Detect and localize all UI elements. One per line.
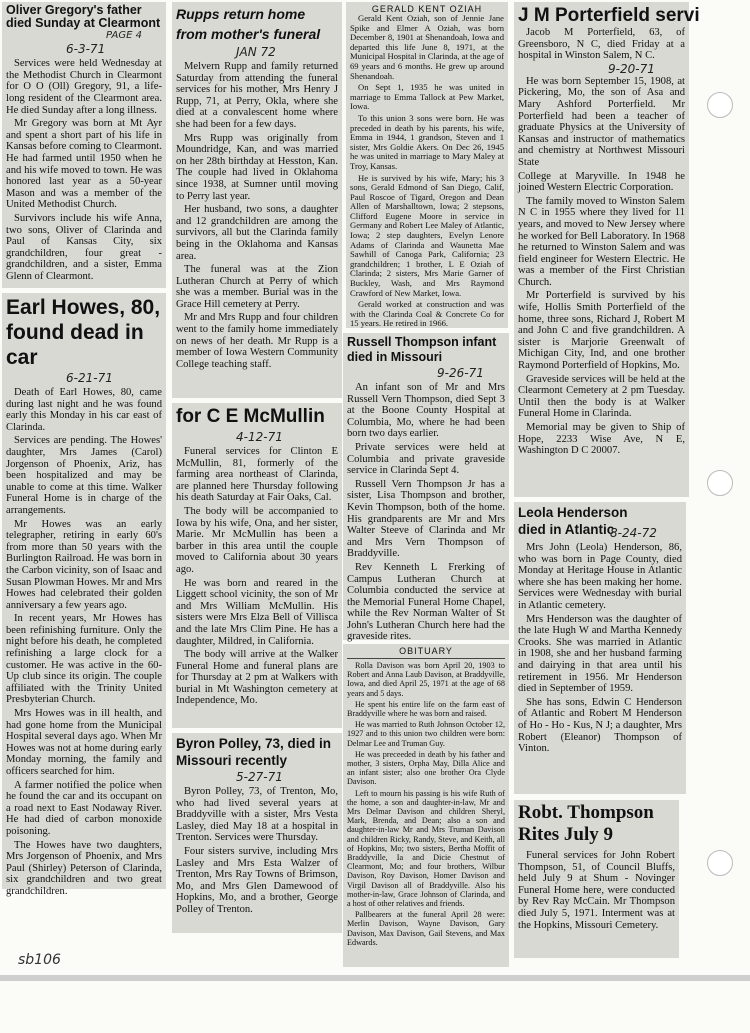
clipping-mcmullin xyxy=(172,403,342,728)
headline: Oliver Gregory's father died Sunday at Clearmont xyxy=(6,3,161,31)
paragraph: On Sept 1, 1935 he was united in marriage to Emma Tallock at Pew Market, Iowa. xyxy=(350,82,504,112)
paragraph: Left to mourn his passing is his wife Ruth of the home, a son and daughter-in-law, Mr and Mrs Delmar Davison and children Sheryl, Mark, Brenda, and Dean; also a son and daughter-in-law Mr and Mrs Truman Davison and children Ricky, Randy, Steve, and Keith, all of Hopkins, Mo; two sisters, Bertha Moffit of Braddyville, Ia and Dicie Chestnut of Clearmont, Mo; and four brothers, Wilbur Davison, Roy Davison, Homer Davison and Virgil Davison all of Braddyville. Also his mother-in-law, Grace Johnson of Clarinda, and a host of other relatives and friends. xyxy=(347,788,505,909)
paragraph: Melvern Rupp and family returned Saturday from attending the funeral services for his mother, Mrs Henry J Rupp, 71, at Perry, Okla, where she died at a convalescent home where she had been for a few days. xyxy=(176,61,338,130)
headline: Russell Thompson infant died in Missouri xyxy=(347,335,497,364)
headline: Rupps return home from mother's funeral xyxy=(176,6,321,42)
paragraph: Private services were held at Columbia and private graveside service in Clarinda Sept 4. xyxy=(347,441,505,477)
paragraph: Rolla Davison was born April 20, 1903 to Robert and Anna Laub Davison, at Braddyville, Iowa, and died April 25, 1971 at the age of 68 years and 5 days. xyxy=(347,661,505,698)
headline: J M Porterfield servi xyxy=(518,5,700,26)
paragraph: To this union 3 sons were born. He was preceded in death by his parents, his wife, Emma in 1944, 1 grandson, Steven and 1 sister, Mrs Goldie Akers. On Dec 26, 1945 he was united in marriage to Mary Maley at Troy, Kansas. xyxy=(350,112,504,171)
binder-hole xyxy=(707,92,733,118)
paragraph: Gerald Kent Oziah, son of Jennie Jane Spike and Elmer A Oziah, was born December 8, 1901 at Shenandoah, Iowa and departed this life June 8, 1971, at the Municipal Hospital in Clarinda, at the age of 69 years and 6 months. He grew up around Shenandoah. xyxy=(350,13,504,81)
paragraph: Mrs Henderson was the daughter of the late Hugh W and Martha Kennedy Crooks. She was married in Atlantic in 1908, she and her husband farming and dairying in that area until his retirement in 1956. Mr Henderson died in September of 1959. xyxy=(518,613,682,695)
clipping-rupp xyxy=(172,2,342,398)
clipping-russell-thompson xyxy=(343,333,509,643)
paragraph: A farmer notified the police when he found the car and its occupant on a road next to East Nodaway River. He had died of carbon monoxide poisoning. xyxy=(6,779,162,837)
binder-hole xyxy=(707,470,733,496)
handwritten-date: 5-27-71 xyxy=(236,770,283,784)
clipping-gerald-oziah xyxy=(346,2,508,328)
headline: Robt. Thompson Rites July 9 xyxy=(518,802,654,845)
clipping-leola-henderson xyxy=(514,502,686,794)
paragraph: Russell Vern Thompson Jr has a sister, Lisa Thompson and brother, Kevin Thompson, both of the home. His grandparents are Mr and Mrs Walter Steeve of Clarinda and Mr and Mrs Vern Thompson of Braddyville. xyxy=(347,478,505,560)
headline: Earl Howes, 80, found dead in car xyxy=(6,296,161,369)
paragraph: The funeral was at the Zion Lutheran Church at Perry of which she was a member. Burial was in the Grace Hill cemetery at Perry. xyxy=(176,264,338,310)
paragraph: Funeral services for Clinton E McMullin, 81, formerly of the farming area northeast of Clarinda, are planned here Thursday following his death Saturday at Fair Oaks, Cal. xyxy=(176,446,338,504)
paragraph: He was born and reared in the Liggett school vicinity, the son of Mr and Mrs William McMullin. His sisters were Mrs Elza Bell of Villisca and the late Mrs Clim Pine. He has a daughter, Mildred, in California. xyxy=(176,577,338,647)
paragraph: Gerald worked at construction and was with the Clarinda Coal & Concrete Co for 15 years. He retired in 1966. xyxy=(350,299,504,329)
paragraph: He is survived by his wife, Mary; his 3 sons, Gerald Edmond of San Diego, Calif, Paul Roscoe of Tigard, Oregon and Dean Allen of Marshalltown, Iowa; 2 stepsons, Clifford Eugene Moore in service in Germany and Robert Lee Maley of Atlantic, Iowa; 2 step daughters, Evelyn Lenore Adams of Clarinda and Waunetta Mae Sawhill of Canoga Park, California; 23 grandchildren; 1 brother, L E Oziah of Clarinda; 2 sisters, Mrs Marie Garner of Buckley, Wash, and Mrs Raymond Crawford of New Market, Iowa. xyxy=(350,172,504,298)
divider xyxy=(347,658,505,659)
handwritten-date: 9-20-71 xyxy=(608,61,655,76)
paragraph: Byron Polley, 73, of Trenton, Mo, who had lived several years at Braddyville with a sister, Mrs Vesta Lasley, died May 18 at a hospital in Trenton. Services were Thursday. xyxy=(176,786,338,844)
clipping-jm-porterfield xyxy=(514,2,700,497)
handwritten-date: 6-3-71 xyxy=(66,42,106,57)
clipping-oliver-gregory xyxy=(2,2,166,288)
paragraph: Death of Earl Howes, 80, came during last night and he was found early this Monday in his car east of Clarinda. xyxy=(6,387,162,433)
paragraph: College at Maryville. In 1948 he joined Western Electric Corporation. xyxy=(518,170,685,194)
headline: Leola Henderson died in Atlantic xyxy=(518,505,628,537)
headline: for C E McMullin xyxy=(176,406,325,427)
paragraph: Graveside services will be held at the Clearmont Cemetery at 2 pm Tuesday. Until then the body is at Walker Funeral Home in Clarinda. xyxy=(518,373,685,420)
paragraph: Rev Kenneth L Frerking of Campus Lutheran Church at Columbia conducted the service at the Memorial Funeral Home Chapel, while the Rev Norman Walter of St John's Lutheran Church here had the graveside rites. xyxy=(347,561,505,643)
paragraph: Services were held Wednesday at the Methodist Church in Clearmont for O O (Oll) Gregory, 91, a life-long resident of the Clearmont area. He died Sunday after a long illness. xyxy=(6,58,162,116)
paragraph: Pallbearers at the funeral April 28 were: Merlin Davison, Wayne Davison, Gary Davison, Max Davison, Gail Stevens, and Max Edwards. xyxy=(347,910,505,947)
handwritten-date: 9-26-71 xyxy=(437,366,484,380)
headline: OBITUARY xyxy=(399,646,453,656)
paragraph: Her husband, two sons, a daughter and 12 grandchildren are among the survivors, all but the Clarinda family being in the Oklahoma and Kansas area. xyxy=(176,204,338,262)
headline: Byron Polley, 73, died in Missouri recently xyxy=(176,736,332,768)
paragraph: He was married to Ruth Johnson October 12, 1927 and to this union two children were born: Delmar Lee and Truman Guy. xyxy=(347,720,505,748)
handwritten-annotation: PAGE 4 xyxy=(106,30,142,42)
paragraph: Mrs Rupp was originally from Moundridge, Kan, and was married on her 28th birthday at Hesston, Kan. The couple had lived in Oklahoma since 1938, at Sumner until moving to Perry last year. xyxy=(176,132,338,202)
paragraph: She has sons, Edwin C Henderson of Atlantic and Robert M Henderson of Ho - Ho - Kus, N J; a daughter, Mrs Robert (Eleanor) Thompson of Vinton. xyxy=(518,696,682,755)
paragraph: The body will arrive at the Walker Funeral Home and funeral plans are for Thursday at 2 pm at Walkers with burial in Mt Washington cemetery at Independence, Mo. xyxy=(176,649,338,707)
clipping-robt-thompson xyxy=(514,800,679,958)
clipping-rolla-davison xyxy=(343,644,509,967)
paragraph: Funeral services for John Robert Thompson, 51, of Council Bluffs, held July 9 at Shum - Novinger Funeral Home here, were conducted by Rev Ray McCain. Mr Thompson died July 5, 1971. Interment was at the Hopkins, Missouri Cemetery. xyxy=(518,850,675,931)
scrapbook-number: sb106 xyxy=(18,952,61,968)
paragraph: In recent years, Mr Howes has been refinishing furniture. Only the night before his death, he completed refinishing a large clock for a customer. He was active in the 60-Up club since its origin. The couple affiliated with the Trinity United Presbyterian Church. xyxy=(6,613,162,706)
paragraph: He spent his entire life on the farm east of Braddyville where he was born and raised. xyxy=(347,699,505,719)
paragraph: Mrs John (Leola) Henderson, 86, who was born in Page County, died Monday at Heritage House in Atlantic where she has been making her home. Services were Wednesday with burial in Atlantic cemetery. xyxy=(518,542,682,611)
page-edge-shadow xyxy=(0,975,750,981)
paragraph: Mr Porterfield is survived by his wife, Hollis Smith Porterfield of the home, three sons, Richard J, Robert M and John C and five grandchildren. A sister is Marjorie Greenwalt of Michigan City, Ind, and one brother Raymond Porterfield of Hopkins, Mo. xyxy=(518,290,685,372)
binder-hole xyxy=(707,850,733,876)
paragraph: An infant son of Mr and Mrs Russell Vern Thompson, died Sept 3 at the Boone County Hospital at Columbia, Mo, where he had been born two days earlier. xyxy=(347,382,505,440)
paragraph: Mr Gregory was born at Mt Ayr and spent a short part of his life in Kansas before coming to Clearmont. He had farmed until 1950 when he and his wife moved to town. He was honored last year as a 50-year Mason and was a member of the United Methodist Church. xyxy=(6,118,162,211)
paragraph: Services are pending. The Howes' daughter, Mrs James (Carol) Jorgenson of Phoenix, Ariz, has been hospitalized and may be unable to come at this time. Walker Funeral Home is in charge of the arrangements. xyxy=(6,435,162,516)
paragraph: Four sisters survive, including Mrs Lasley and Mrs Esta Walzer of Trenton, Mrs Ray Towns of Brimson, Mo, and Mrs Glen Damewood of Hopkins, Mo, and a brother, George Polley of Trenton. xyxy=(176,845,338,915)
handwritten-date: JAN 72 xyxy=(236,45,276,59)
clipping-byron-polley xyxy=(172,733,342,933)
paragraph: Mr Howes was an early telegrapher, retiring in early 60's from more than 50 years with the Burlington Railroad. He was born in the Carbon vicinity, son of Isaac and Susan Plowman Howes. Mr and Mrs Howes had celebrated their golden anniversary a few years ago. xyxy=(6,518,162,611)
handwritten-date: 8-24-72 xyxy=(610,526,657,540)
headline: GERALD KENT OZIAH xyxy=(371,4,483,14)
paragraph: The family moved to Winston Salem N C in 1955 where they lived for 11 years, and moved to New Jersey where he worked for Bell Laboratory. In 1968 he returned to Winston Salem and was field engineer for Western Electric. He was a member of the First Christian Church. xyxy=(518,195,685,288)
handwritten-date: 4-12-71 xyxy=(236,430,283,444)
clipping-earl-howes xyxy=(2,293,166,897)
paragraph: The body will be accompanied to Iowa by his wife, Ona, and her sister, Marie. Mr McMullin has been a barber in this area until the couple moved to California about 30 years ago. xyxy=(176,505,338,575)
paragraph: The Howes have two daughters, Mrs Jorgenson of Phoenix, and Mrs Paul (Shirley) Peterson of Clarinda, six grandchildren and two great grandchildren. xyxy=(6,839,162,897)
paragraph: Survivors include his wife Anna, two sons, Oliver of Clarinda and Paul of Kansas City, six grandchildren, four great - grandchildren, and a sister, Emma Glenn of Clearmont. xyxy=(6,212,162,282)
paragraph: Jacob M Porterfield, 63, of Greensboro, N C, died Friday at a hospital in Winston Salem, N C. xyxy=(518,27,685,62)
paragraph: Memorial may be given to Ship of Hope, 2233 Wise Ave, N E, Washington D C 20007. xyxy=(518,422,685,457)
paragraph: He was born September 15, 1908, at Pickering, Mo, the son of Asa and Mary Ashford Porterfield. Mr Porterfield had been a teacher of graduate Physics at the University of Kansas and instructor of mathematics and chemistry at Northwest Missouri State xyxy=(518,75,685,168)
paragraph: He was preceeded in death by his father and mother, 3 sisters, Orpha May, Dilla Alice and an infant sister; also one brother Ora Clyde Davison. xyxy=(347,749,505,787)
paragraph: Mrs Howes was in ill health, and had gone home from the Municipal Hospital several days ago. When Mr Howes was not at home during early Monday morning, the family and officers searched for him. xyxy=(6,708,162,777)
handwritten-date: 6-21-71 xyxy=(66,371,113,385)
paragraph: Mr and Mrs Rupp and four children went to the family home immediately on news of her death. Mr Rupp is a member of Iowa Western Community College teaching staff. xyxy=(176,312,338,370)
